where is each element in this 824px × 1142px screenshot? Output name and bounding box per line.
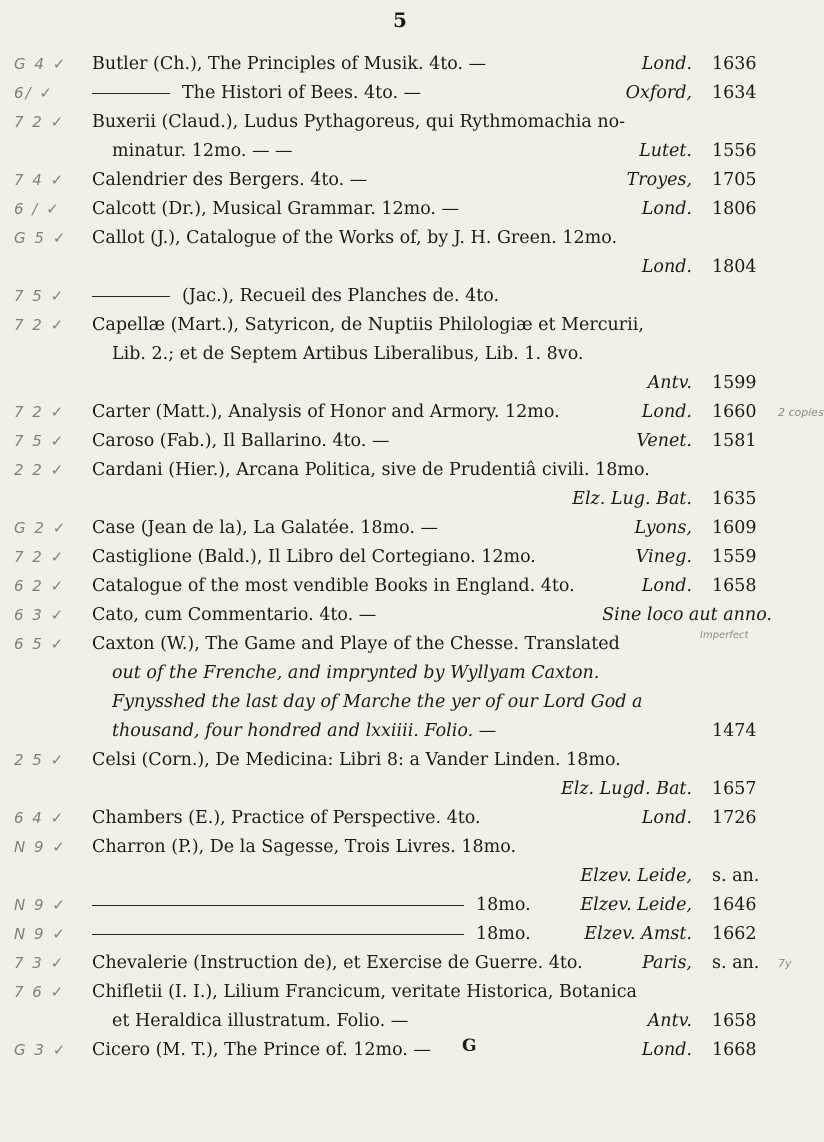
handwritten-margin-note: 7y: [778, 957, 792, 970]
imprint-year: 1635: [712, 489, 757, 509]
entry-line: [0, 659, 800, 688]
imprint-place: Sine loco aut anno.: [602, 605, 772, 625]
entry-line: [0, 601, 800, 630]
entry-line: [0, 282, 800, 311]
entry-line: [0, 1036, 800, 1065]
entry-text: [92, 833, 516, 862]
entry-title: Caroso (Fab.), Il Ballarino. 4to. —: [92, 431, 390, 451]
entry-text: [92, 920, 531, 949]
imprint-year: 1726: [712, 808, 757, 828]
entry-text: [92, 601, 376, 630]
entry-line: [0, 978, 800, 1007]
handwritten-price-mark: G 5 ✓: [14, 229, 68, 247]
imprint-place: Lyons,: [634, 518, 692, 538]
catalogue-entry: [0, 282, 800, 311]
imprint-year: 1668: [712, 1040, 757, 1060]
handwritten-price-mark: 7 6 ✓: [14, 983, 66, 1001]
imprint-place: Lond.: [641, 54, 692, 74]
entry-line: [0, 398, 824, 427]
entry-text: [92, 746, 621, 775]
imprint-year: 1559: [712, 547, 757, 567]
imprint-year: s. an.: [712, 866, 760, 886]
catalogue-entry: [0, 833, 800, 891]
entry-line: [0, 369, 800, 398]
entry-title: Fynysshed the last day of Marche the yer of our Lord God a: [112, 692, 643, 712]
entry-line: [0, 224, 800, 253]
entry-text: [92, 427, 389, 456]
handwritten-price-mark: N 9 ✓: [14, 925, 67, 943]
entry-text: [92, 311, 644, 340]
catalogue-entry: [0, 630, 800, 746]
handwritten-price-mark: 6 3 ✓: [14, 606, 66, 624]
entry-line: [0, 485, 800, 514]
entry-line: [0, 949, 800, 978]
handwritten-price-mark: 6 5 ✓: [14, 635, 66, 653]
entry-title: Calendrier des Bergers. 4to. —: [92, 170, 368, 190]
entry-title: Cato, cum Commentario. 4to. —: [92, 605, 377, 625]
imprint-year: 1556: [712, 141, 757, 161]
entry-text: [92, 224, 617, 253]
entry-title: Chambers (E.), Practice of Perspective. 4to.: [92, 808, 481, 828]
entry-line: [0, 311, 800, 340]
imprint-year: 1609: [712, 518, 757, 538]
catalogue-entry: [0, 891, 800, 920]
entry-title: The Histori of Bees. 4to. —: [182, 83, 422, 103]
handwritten-price-mark: 6 / ✓: [14, 200, 61, 218]
entry-line: [0, 746, 800, 775]
entry-title: Callot (J.), Catalogue of the Works of, by J. H. Green. 12mo.: [92, 228, 618, 248]
imprint-place: Lond.: [641, 257, 692, 277]
entry-line: [0, 253, 800, 282]
entry-title: Case (Jean de la), La Galatée. 18mo. —: [92, 518, 438, 538]
handwritten-price-mark: 7 2 ✓: [14, 113, 66, 131]
handwritten-price-mark: 6 4 ✓: [14, 809, 66, 827]
imprint-place: Elz. Lugd. Bat.: [560, 779, 692, 799]
catalogue-entry: [0, 543, 800, 572]
entry-line: [0, 427, 800, 456]
handwritten-price-mark: 6 2 ✓: [14, 577, 66, 595]
entry-line: [0, 572, 800, 601]
handwritten-margin-note: Imperfect: [700, 630, 749, 641]
entry-line: [0, 891, 800, 920]
imprint-place: Antv.: [647, 373, 692, 393]
catalogue-entry: [0, 804, 800, 833]
entry-title: Caxton (W.), The Game and Playe of the Chesse. Translated: [92, 634, 620, 654]
entry-text: [92, 891, 531, 920]
entry-line: [0, 79, 800, 108]
catalogue-entry: [0, 398, 824, 427]
handwritten-price-mark: 7 5 ✓: [14, 432, 66, 450]
imprint-year: 1705: [712, 170, 757, 190]
handwritten-price-mark: 2 5 ✓: [14, 751, 66, 769]
imprint-year: 1646: [712, 895, 757, 915]
handwritten-price-mark: 7 2 ✓: [14, 548, 66, 566]
imprint-place: Lond.: [641, 576, 692, 596]
imprint-year: 1804: [712, 257, 757, 277]
catalogue-entry: [0, 224, 800, 282]
entry-text: [92, 166, 367, 195]
entry-title: Cardani (Hier.), Arcana Politica, sive de Prudentiâ civili. 18mo.: [92, 460, 650, 480]
imprint-place: Venet.: [636, 431, 692, 451]
handwritten-price-mark: 6/ ✓: [14, 84, 54, 102]
catalogue-entry: [0, 311, 800, 398]
catalogue-entry: [0, 79, 800, 108]
handwritten-price-mark: G 2 ✓: [14, 519, 68, 537]
catalogue-entry: [0, 166, 800, 195]
entry-title: Charron (P.), De la Sagesse, Trois Livres. 18mo.: [92, 837, 517, 857]
handwritten-price-mark: N 9 ✓: [14, 838, 67, 856]
signature-mark: G: [462, 1036, 477, 1056]
entry-text: [112, 659, 599, 688]
entry-text: [112, 688, 642, 717]
entry-line: [0, 920, 800, 949]
imprint-place: Elzev. Leide,: [580, 895, 692, 915]
imprint-year: 1662: [712, 924, 757, 944]
entry-text: [92, 79, 421, 108]
imprint-year: s. an.: [712, 953, 760, 973]
entry-title: Butler (Ch.), The Principles of Musik. 4to. —: [92, 54, 487, 74]
entry-line: [0, 340, 800, 369]
entry-line: [0, 717, 800, 746]
entry-title: et Heraldica illustratum. Folio. —: [112, 1011, 409, 1031]
entry-text: [92, 456, 650, 485]
imprint-year: 1658: [712, 1011, 757, 1031]
entry-line: [0, 543, 800, 572]
entry-text: [92, 543, 536, 572]
catalogue-entry: [0, 572, 800, 601]
imprint-year: 1581: [712, 431, 757, 451]
entry-line: [0, 514, 800, 543]
imprint-year: 1806: [712, 199, 757, 219]
ditto-rule: [92, 93, 170, 94]
entry-title: (Jac.), Recueil des Planches de. 4to.: [182, 286, 500, 306]
imprint-place: Lond.: [641, 808, 692, 828]
imprint-year: 1634: [712, 83, 757, 103]
ditto-rule: [92, 934, 464, 935]
catalogue-entry: [0, 601, 800, 630]
handwritten-price-mark: G 4 ✓: [14, 55, 68, 73]
entry-title: 18mo.: [476, 924, 531, 944]
handwritten-price-mark: 7 4 ✓: [14, 171, 66, 189]
ditto-rule: [92, 905, 464, 906]
imprint-year: 1658: [712, 576, 757, 596]
entry-title: Cicero (M. T.), The Prince of. 12mo. —: [92, 1040, 431, 1060]
imprint-place: Elzev. Amst.: [584, 924, 692, 944]
entry-line: [0, 804, 800, 833]
imprint-place: Lond.: [641, 402, 692, 422]
catalogue-entry: [0, 50, 800, 79]
entry-line: [0, 456, 800, 485]
catalogue-entry: [0, 108, 800, 166]
handwritten-price-mark: G 3 ✓: [14, 1041, 68, 1059]
imprint-year: 1599: [712, 373, 757, 393]
imprint-place: Paris,: [642, 953, 692, 973]
ditto-rule: [92, 296, 170, 297]
entry-title: Chifletii (I. I.), Lilium Francicum, veritate Historica, Botanica: [92, 982, 637, 1002]
catalogue-entry: [0, 195, 800, 224]
entry-line: [0, 166, 800, 195]
entry-title: minatur. 12mo. — —: [112, 141, 293, 161]
entry-line: [0, 833, 800, 862]
entry-text: [92, 978, 637, 1007]
entry-title: Buxerii (Claud.), Ludus Pythagoreus, qui Rythmomachia no-: [92, 112, 626, 132]
entry-line: [0, 1007, 800, 1036]
imprint-year: 1657: [712, 779, 757, 799]
entry-title: Catalogue of the most vendible Books in England. 4to.: [92, 576, 575, 596]
entry-title: Capellæ (Mart.), Satyricon, de Nuptiis Philologiæ et Mercurii,: [92, 315, 644, 335]
entry-title: out of the Frenche, and imprynted by Wyllyam Caxton.: [112, 663, 600, 683]
catalogue-entry: [0, 746, 800, 804]
catalogue-entry: [0, 920, 800, 949]
entry-line: [0, 688, 800, 717]
imprint-place: Lond.: [641, 199, 692, 219]
entry-title: Celsi (Corn.), De Medicina: Libri 8: a Vander Linden. 18mo.: [92, 750, 621, 770]
handwritten-price-mark: N 9 ✓: [14, 896, 67, 914]
imprint-year: 1636: [712, 54, 757, 74]
entry-title: thousand, four hondred and lxxiiii. Folio. —: [112, 721, 497, 741]
entry-text: [92, 108, 625, 137]
catalogue-entry: [0, 456, 800, 514]
catalogue-entry: [0, 514, 800, 543]
catalogue-list: [0, 50, 824, 1065]
entry-text: [112, 717, 496, 746]
entry-title: Castiglione (Bald.), Il Libro del Cortegiano. 12mo.: [92, 547, 536, 567]
imprint-place: Lutet.: [639, 141, 692, 161]
imprint-year: 1474: [712, 721, 757, 741]
entry-line: [0, 50, 800, 79]
entry-text: [112, 340, 583, 369]
imprint-place: Elzev. Leide,: [580, 866, 692, 886]
page-number: 5: [393, 8, 407, 32]
entry-text: [92, 949, 583, 978]
entry-text: [92, 1036, 431, 1065]
handwritten-price-mark: 7 5 ✓: [14, 287, 66, 305]
handwritten-price-mark: 7 2 ✓: [14, 403, 66, 421]
entry-line: [0, 630, 800, 659]
handwritten-price-mark: 7 3 ✓: [14, 954, 66, 972]
entry-line: [0, 108, 800, 137]
imprint-year: 1660: [712, 402, 757, 422]
handwritten-margin-note: 2 copies: [778, 406, 824, 419]
entry-title: Lib. 2.; et de Septem Artibus Liberalibus, Lib. 1. 8vo.: [112, 344, 584, 364]
entry-title: Carter (Matt.), Analysis of Honor and Armory. 12mo.: [92, 402, 560, 422]
entry-text: [92, 630, 620, 659]
handwritten-price-mark: 2 2 ✓: [14, 461, 66, 479]
handwritten-price-mark: 7 2 ✓: [14, 316, 66, 334]
entry-text: [92, 195, 459, 224]
imprint-place: Oxford,: [625, 83, 692, 103]
imprint-place: Troyes,: [626, 170, 692, 190]
imprint-place: Vineg.: [635, 547, 692, 567]
catalogue-entry: [0, 427, 800, 456]
entry-text: [92, 50, 486, 79]
entry-text: [92, 572, 575, 601]
entry-text: [112, 137, 293, 166]
entry-title: 18mo.: [476, 895, 531, 915]
imprint-place: Lond.: [641, 1040, 692, 1060]
entry-line: [0, 862, 800, 891]
entry-title: Chevalerie (Instruction de), et Exercise de Guerre. 4to.: [92, 953, 583, 973]
entry-text: [92, 398, 560, 427]
entry-text: [112, 1007, 408, 1036]
catalogue-entry: [0, 978, 800, 1036]
entry-text: [92, 282, 499, 311]
entry-line: [0, 137, 800, 166]
entry-title: Calcott (Dr.), Musical Grammar. 12mo. —: [92, 199, 460, 219]
entry-line: [0, 775, 800, 804]
imprint-place: Elz. Lug. Bat.: [572, 489, 692, 509]
catalogue-entry: [0, 949, 800, 978]
imprint-place: Antv.: [647, 1011, 692, 1031]
entry-text: [92, 514, 438, 543]
entry-text: [92, 804, 481, 833]
catalogue-entry: [0, 1036, 800, 1065]
entry-line: [0, 195, 800, 224]
